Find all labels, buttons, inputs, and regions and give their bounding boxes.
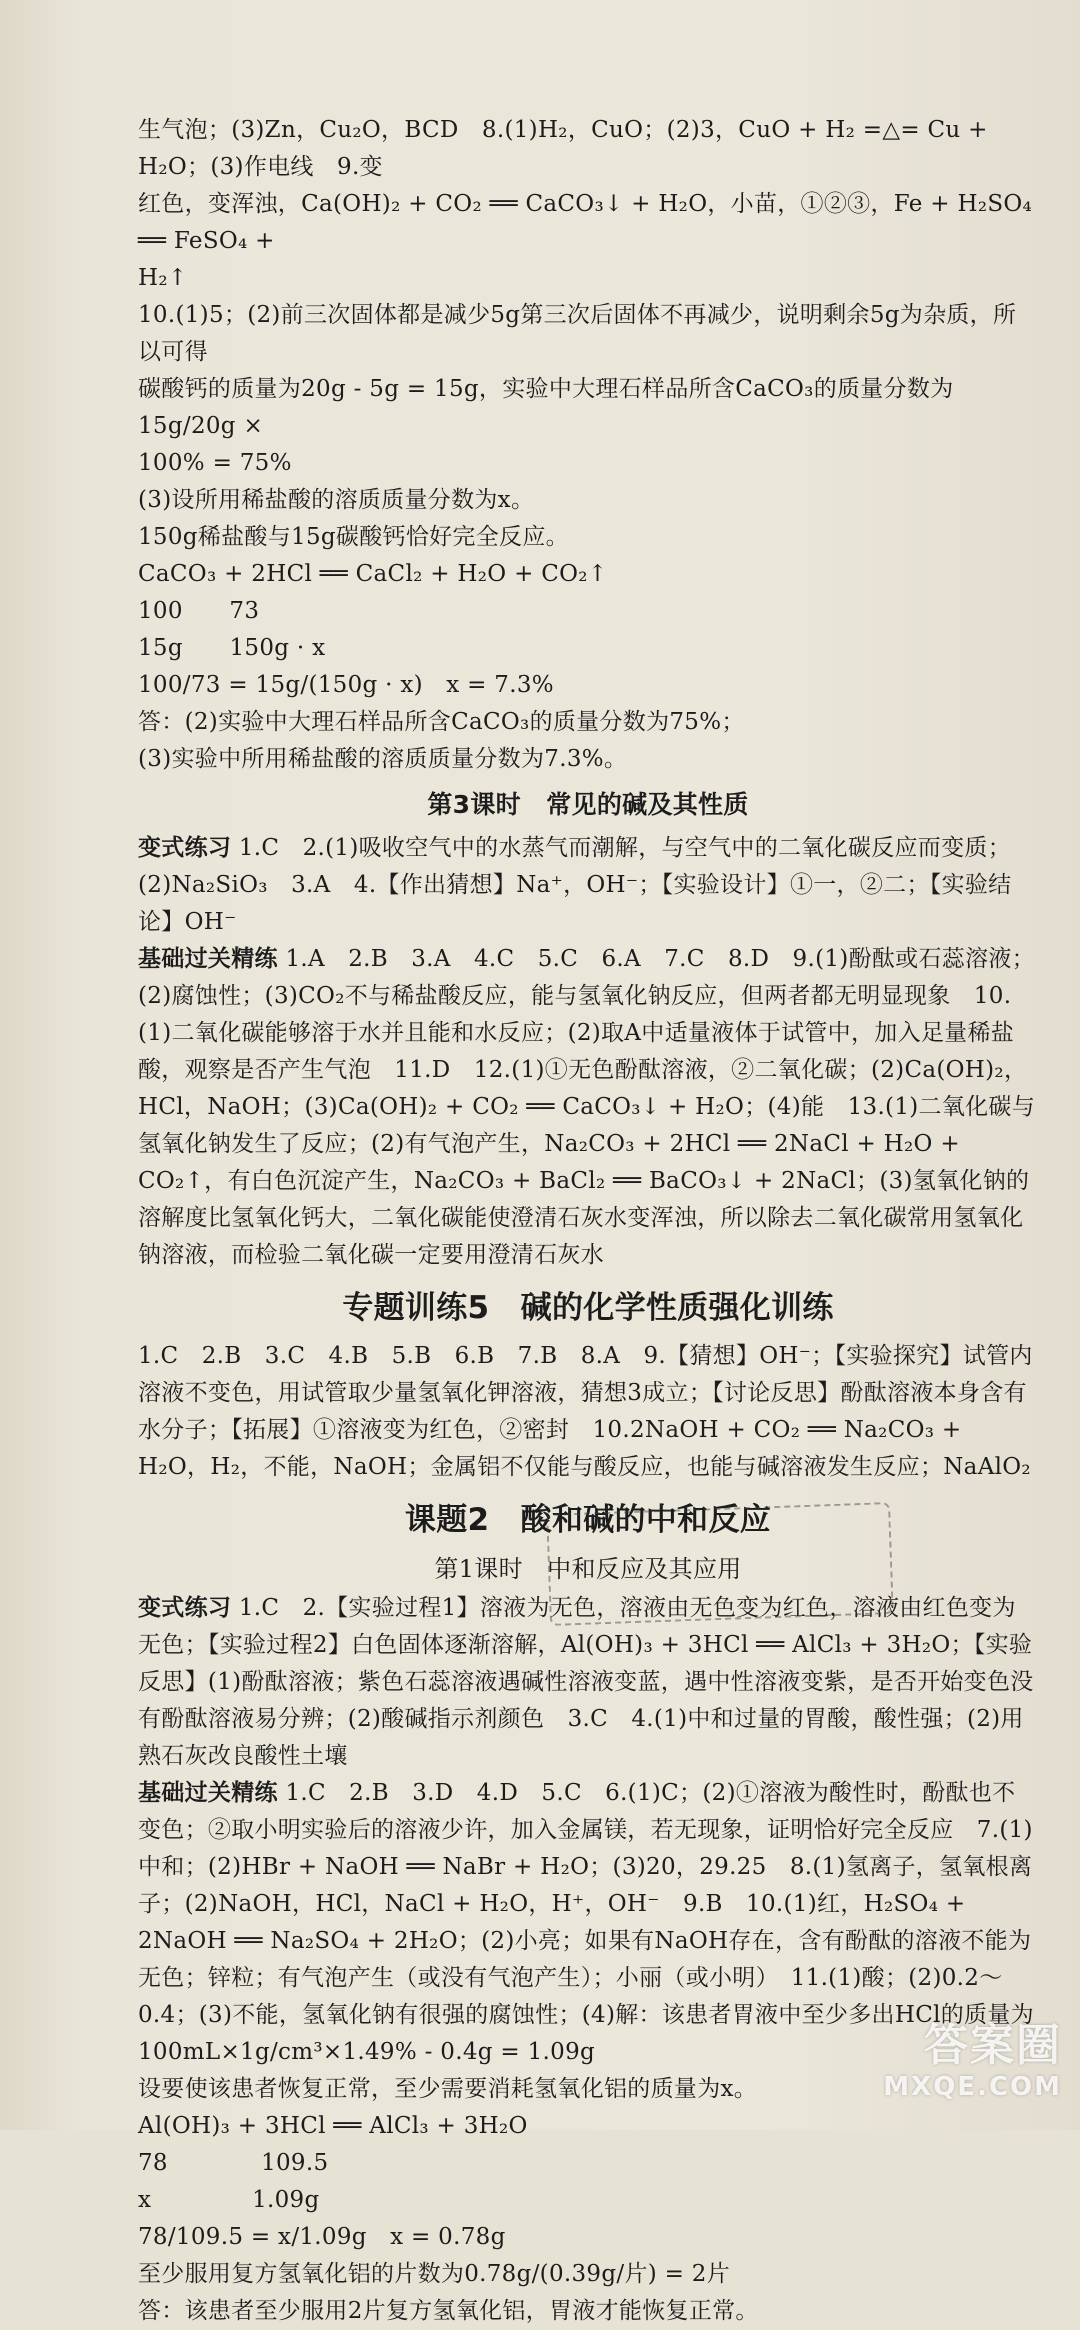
topic2-lesson-title: 第1课时 中和反应及其应用 xyxy=(434,1555,742,1583)
basic-label: 基础过关精练 xyxy=(138,946,278,972)
text-line: (3)设所用稀盐酸的溶质质量分数为x。 xyxy=(138,487,535,513)
basic-label: 基础过关精练 xyxy=(138,1780,278,1806)
special-training-text: 1.C 2.B 3.C 4.B 5.B 6.B 7.B 8.A 9.【猜想】OH⁻；【实验探究】试管内溶液不变色，用试管取少量氢氧化钾溶液，猜想3成立；【讨论反思】酚酞溶液本身含有水分子；【拓展】①溶液变为红色，②密封 10.2NaOH + CO₂ ══ Na₂CO₃ + H₂O，H₂，不能，NaOH；金属铝不仅能与酸反应，也能与碱溶液发生反应；NaAlO₂ xyxy=(138,1343,1033,1480)
site-watermark xyxy=(812,2020,1062,2112)
practice-label: 变式练习 xyxy=(138,835,232,861)
answer-line: 答：(2)实验中大理石样品所含CaCO₃的质量分数为75%； xyxy=(138,709,745,735)
practice-label: 变式练习 xyxy=(138,1595,232,1621)
lesson3-title: 第3课时 常见的碱及其性质 xyxy=(427,790,749,819)
lesson3-practice xyxy=(138,830,1038,941)
calc-line: 100 73 xyxy=(138,598,260,624)
equation-line: Al(OH)₃ + 3HCl ══ AlCl₃ + 3H₂O xyxy=(138,2113,528,2139)
practice-text: 1.C 2.(1)吸收空气中的水蒸气而潮解，与空气中的二氧化碳反应而变质；(2)Na₂SiO₃ 3.A 4.【作出猜想】Na⁺，OH⁻；【实验设计】①一，②二；【实验结论】OH⁻ xyxy=(138,835,1012,935)
special-training-title: 专题训练5 碱的化学性质强化训练 xyxy=(342,1290,834,1326)
text-line: 碳酸钙的质量为20g - 5g = 15g，实验中大理石样品所含CaCO₃的质量分数为15g/20g × xyxy=(138,376,954,439)
equation-line: CaCO₃ + 2HCl ══ CaCl₂ + H₂O + CO₂↑ xyxy=(138,561,608,587)
watermark-logo-text: 答案圈 xyxy=(924,2020,1062,2071)
practice-text: 1.C 2.【实验过程1】溶液为无色，溶液由无色变为红色，溶液由红色变为无色；【实验过程2】白色固体逐渐溶解，Al(OH)₃ + 3HCl ══ AlCl₃ + 3H₂O；【实验反思】(1)酚酞溶液；紫色石蕊溶液遇碱性溶液变蓝，遇中性溶液变紫，是否开始变色没有酚酞溶液易分辨；(2)酸碱指示剂颜色 3.C 4.(1)中和过量的胃酸，酸性强；(2)用熟石灰改良酸性土壤 xyxy=(138,1595,1034,1769)
calc-line: 设要使该患者恢复正常，至少需要消耗氢氧化铝的质量为x。 xyxy=(138,2076,758,2102)
text-line: 生气泡；(3)Zn，Cu₂O，BCD 8.(1)H₂，CuO；(2)3，CuO + H₂ =△= Cu + H₂O；(3)作电线 9.变 xyxy=(138,117,988,180)
calc-line: 100/73 = 15g/(150g · x) x = 7.3% xyxy=(138,672,554,698)
basic-text: 1.A 2.B 3.A 4.C 5.C 6.A 7.C 8.D 9.(1)酚酞或石蕊溶液；(2)腐蚀性；(3)CO₂不与稀盐酸反应，能与氢氧化钠反应，但两者都无明显现象 10.(1)二氧化碳能够溶于水并且能和水反应；(2)取A中适量液体于试管中，加入足量稀盐酸，观察是否产生气泡 11.D 12.(1)①无色酚酞溶液，②二氧化碳；(2)Ca(OH)₂，HCl，NaOH；(3)Ca(OH)₂ + CO₂ ══ CaCO₃↓ + H₂O；(4)能 13.(1)二氧化碳与氢氧化钠发生了反应；(2)有气泡产生，Na₂CO₃ + 2HCl ══ 2NaCl + H₂O + CO₂↑，有白色沉淀产生，Na₂CO₃ + BaCl₂ ══ BaCO₃↓ + 2NaCl；(3)氢氧化钠的溶解度比氢氧化钙大，二氧化碳能使澄清石灰水变浑浊，所以除去二氧化碳常用氢氧化钠溶液，而检验二氧化碳一定要用澄清石灰水 xyxy=(138,946,1036,1268)
answer-content xyxy=(138,112,1038,2330)
text-line: 红色，变浑浊，Ca(OH)₂ + CO₂ ══ CaCO₃↓ + H₂O，小苗，①②③，Fe + H₂SO₄ ══ FeSO₄ + xyxy=(138,191,1033,254)
answer-line: 答：该患者至少服用2片复方氢氧化铝，胃液才能恢复正常。 xyxy=(138,2298,759,2324)
lesson3-basic xyxy=(138,941,1038,1274)
text-line: 100% = 75% xyxy=(138,450,292,476)
faint-stamp xyxy=(546,1502,894,1626)
calc-line: 78/109.5 = x/1.09g x = 0.78g xyxy=(138,2224,506,2250)
text-line: 150g稀盐酸与15g碳酸钙恰好完全反应。 xyxy=(138,524,569,550)
text-line: 10.(1)5；(2)前三次固体都是减少5g第三次后固体不再减少，说明剩余5g为杂质，所以可得 xyxy=(138,302,1017,365)
topic2-title: 课题2 酸和碱的中和反应 xyxy=(404,1502,772,1538)
answer-line: (3)实验中所用稀盐酸的溶质质量分数为7.3%。 xyxy=(138,746,628,772)
calc-line: 15g 150g · x xyxy=(138,635,326,661)
basic-text: 1.C 2.B 3.D 4.D 5.C 6.(1)C；(2)①溶液为酸性时，酚酞也不变色；②取小明实验后的溶液少许，加入金属镁，若无现象，证明恰好完全反应 7.(1)中和；(2)HBr + NaOH ══ NaBr + H₂O；(3)20，29.25 8.(1)氢离子，氢氧根离子；(2)NaOH，HCl，NaCl + H₂O，H⁺，OH⁻ 9.B 10.(1)红，H₂SO₄ + 2NaOH ══ Na₂SO₄ + 2H₂O；(2)小亮；如果有NaOH存在，含有酚酞的溶液不能为无色；锌粒；有气泡产生（或没有气泡产生）；小丽（或小明） 11.(1)酸；(2)0.2～0.4；(3)不能，氢氧化钠有很强的腐蚀性；(4)解：该患者胃液中至少多出HCl的质量为100mL×1g/cm³×1.49% - 0.4g = 1.09g xyxy=(138,1780,1034,2065)
calc-line: 78 109.5 xyxy=(138,2150,329,2176)
watermark-url: MXQE.COM xyxy=(883,2072,1062,2102)
text-line: H₂↑ xyxy=(138,265,188,291)
calc-line: x 1.09g xyxy=(138,2187,320,2213)
calc-line: 至少服用复方氢氧化铝的片数为0.78g/(0.39g/片) = 2片 xyxy=(138,2261,731,2287)
